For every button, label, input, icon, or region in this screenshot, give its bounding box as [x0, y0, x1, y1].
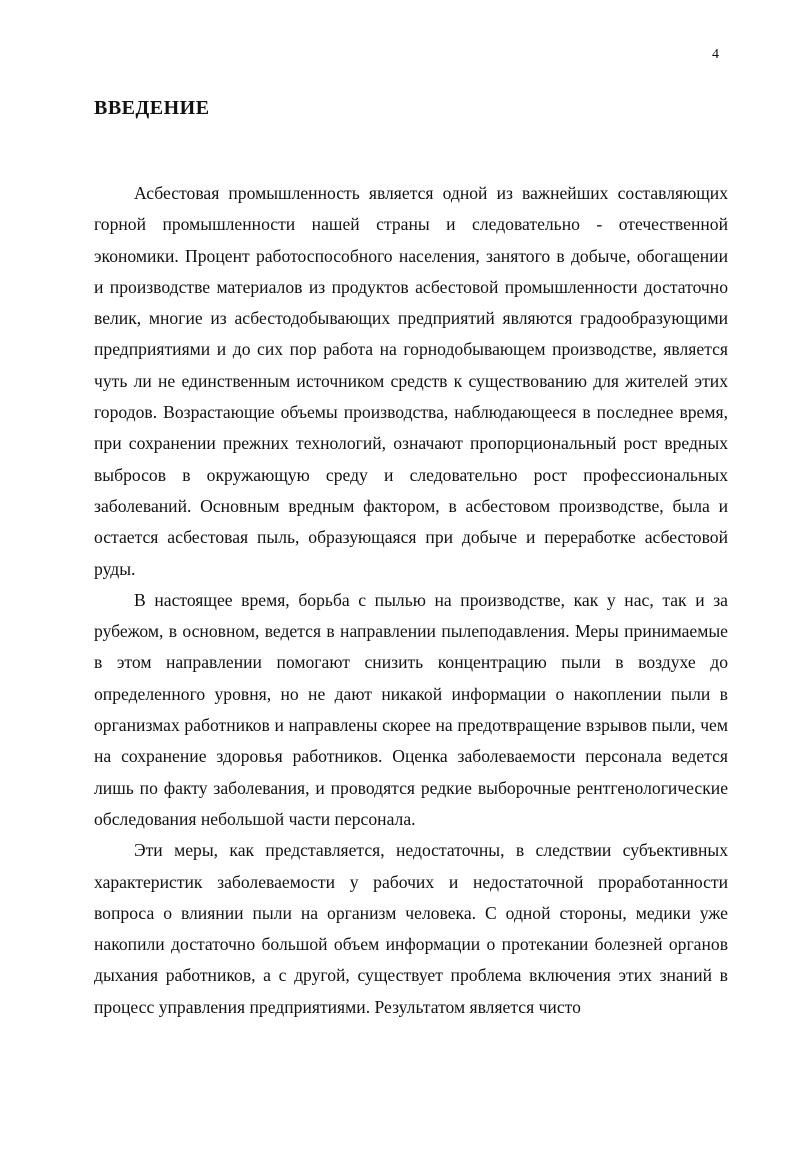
page-number: 4	[712, 47, 719, 62]
section-heading: ВВЕДЕНИЕ	[94, 97, 210, 119]
paragraph-3: Эти меры, как представляется, недостаточны, в следствии субъективных характеристик заболеваемости у рабочих и недостаточной проработанности вопроса о влиянии пыли на организм человека. С одной стороны, медики уже накопили достаточно большой объем информации о протекании болезней органов дыхания работников, а с другой, существует проблема включения этих знаний в процесс управления предприятиями. Результатом является чисто	[94, 840, 728, 1017]
paragraph-2: В настоящее время, борьба с пылью на производстве, как у нас, так и за рубежом, в основном, ведется в направлении пылеподавления. Меры принимаемые в этом направлении помогают снизить концентрацию пыли в воздухе до определенного уровня, но не дают никакой информации о накоплении пыли в организмах работников и направлены скорее на предотвращение взрывов пыли, чем на сохранение здоровья работников. Оценка заболеваемости персонала ведется лишь по факту заболевания, и проводятся редкие выборочные рентгенологические обследования небольшой части персонала.	[94, 589, 728, 829]
body-text	[94, 178, 728, 1023]
paragraph-1: Асбестовая промышленность является одной из важнейших составляющих горной промышленности нашей страны и следовательно - отечественной экономики. Процент работоспособного населения, занятого в добыче, обогащении и производстве материалов из продуктов асбестовой промышленности достаточно велик, многие из асбестодобывающих предприятий являются градообразующими предприятиями и до сих пор работа на горнодобывающем производстве, является чуть ли не единственным источником средств к существованию для жителей этих городов. Возрастающие объемы производства, наблюдающееся в последнее время, при сохранении прежних технологий, означают пропорциональный рост вредных выбросов в окружающую среду и следовательно рост профессиональных заболеваний. Основным вредным фактором, в асбестовом производстве, была и остается асбестовая пыль, образующаяся при добыче и переработке асбестовой руды.	[94, 183, 728, 579]
